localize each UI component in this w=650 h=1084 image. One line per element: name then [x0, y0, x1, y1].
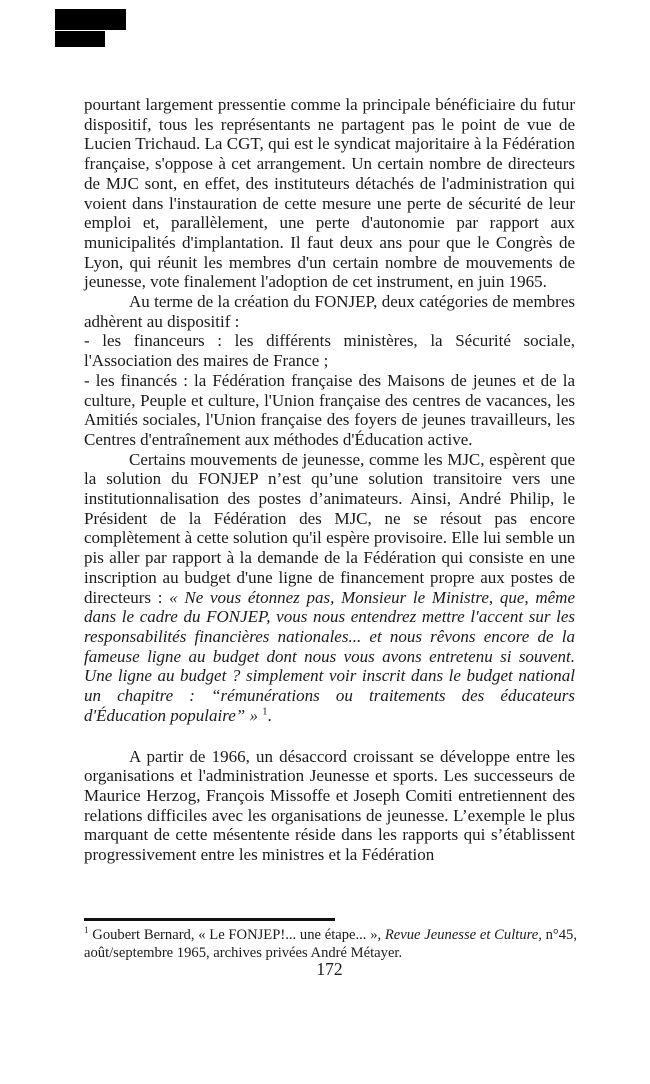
- paragraph-3-tail: .: [267, 705, 272, 725]
- footnote-journal-title: Revue Jeunesse et Culture,: [384, 927, 542, 943]
- redaction-mark-1: [55, 9, 126, 30]
- footnote: [84, 927, 577, 962]
- page-number: 172: [316, 959, 343, 979]
- paragraph-3-lead: Certains mouvements de jeunesse, comme les MJC, espèrent que la solution du FONJEP n’est qu’une solution transitoire vers une institutionnalisation des postes d’animateurs. Ainsi, André Philip, le Président de la Fédération des MJC, ne se résout pas encore complètement à cette solution qu'il espère provisoire. Elle lui semble un pis aller par rapport à la demande de la Fédération qui consiste en une inscription au budget d'une ligne de financement propre aux postes de directeurs :: [84, 449, 575, 607]
- list-item-financeurs: - les financeurs : les différents ministères, la Sécurité sociale, l'Association des maires de France ;: [84, 331, 575, 371]
- paragraph-3: [84, 450, 575, 726]
- paragraph-4: A partir de 1966, un désaccord croissant se développe entre les organisations et l'administration Jeunesse et sports. Les successeurs de Maurice Herzog, François Missoffe et Joseph Comiti entretiennent des relations difficiles avec les organisations de jeunesse. L’exemple le plus marquant de cette mésentente réside dans les rapports qui s’établissent progressivement entre les ministres et la Fédération: [84, 746, 575, 865]
- footnote-marker: 1: [84, 925, 89, 936]
- footnote-lead: Goubert Bernard, « Le FONJEP!... une étape... »,: [88, 927, 385, 943]
- list-item-finances: - les financés : la Fédération française des Maisons de jeunes et de la culture, Peuple et culture, l'Union française des centres de vacances, les Amitiés sociales, l'Union française des foyers de jeunes travailleurs, les Centres d'entraînement aux méthodes d'Éducation active.: [84, 370, 575, 449]
- footnote-separator-rule: [84, 918, 335, 921]
- redaction-mark-2: [55, 31, 105, 47]
- paragraph-1: pourtant largement pressentie comme la principale bénéficiaire du futur dispositif, tous les représentants ne partagent pas le point de vue de Lucien Trichaud. La CGT, qui est le syndicat majoritaire à la Fédération française, s'oppose à cet arrangement. Un certain nombre de directeurs de MJC sont, en effet, des instituteurs détachés de l'administration qui voient dans l'instauration de cette mesure une perte de sécurité de leur emploi et, parallèlement, une perte d'autonomie par rapport aux municipalités d'implantation. Il faut deux ans pour que le Congrès de Lyon, qui réunit les membres d'un certain nombre de mouvements de jeunesse, vote finalement l'adoption de cet instrument, en juin 1965.: [84, 95, 575, 292]
- page-body-text: [84, 95, 575, 865]
- paragraph-2: Au terme de la création du FONJEP, deux catégories de membres adhèrent au dispositif :: [84, 292, 575, 331]
- paragraph-3-quote-italic: « Ne vous étonnez pas, Monsieur le Ministre, que, même dans le cadre du FONJEP, vous nous entendrez mettre l'accent sur les responsabilités financières nationales... et nous rêvons encore de la fameuse ligne au budget dont nous vous avons entretenu si souvent. Une ligne au budget ? simplement voir inscrit dans le budget national un chapitre : “rémunérations ou traitements des éducateurs d'Éducation populaire” »: [84, 587, 576, 725]
- footnote-reference: 1: [262, 706, 268, 718]
- footnote-tail: n°45, août/septembre 1965, archives privées André Métayer.: [84, 927, 577, 961]
